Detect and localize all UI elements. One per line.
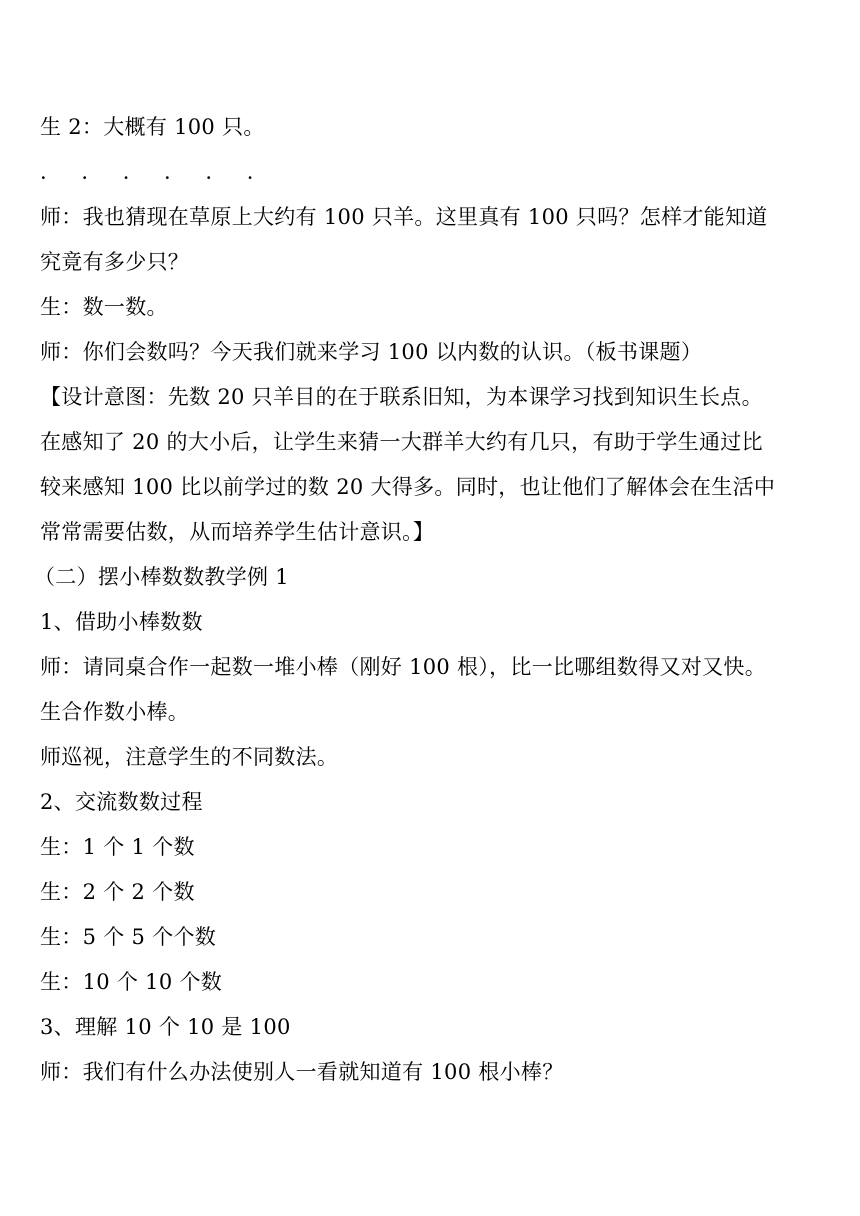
text-line-count-by-2: 生：2 个 2 个数 [40,880,195,904]
text-line-student-2-guess: 生 2：大概有 100 只。 [40,115,265,139]
text-line-design-intent-4: 常常需要估数，从而培养学生估计意识。】 [40,520,435,544]
text-line-design-intent-3: 较来感知 100 比以前学过的数 20 大得多。同时，也让他们了解体会在生活中 [40,475,776,499]
text-line-design-intent-2: 在感知了 20 的大小后，让学生来猜一大群羊大约有几只，有助于学生通过比 [40,430,763,454]
text-line-teacher-patrol: 师巡视，注意学生的不同数法。 [40,745,339,769]
text-line-count-by-1: 生：1 个 1 个数 [40,835,195,859]
ellipsis-dots: · · · · · · [40,166,268,190]
subheading-1: 1、借助小棒数数 [40,610,203,634]
text-line-teacher-question: 师：我们有什么办法使别人一看就知道有 100 根小棒？ [40,1060,564,1084]
text-line-teacher-task: 师：请同桌合作一起数一堆小棒（刚好 100 根），比一比哪组数得又对又快。 [40,655,767,679]
section-heading-2: （二）摆小棒数数教学例 1 [34,565,289,589]
text-line-teacher-intro: 师：你们会数吗？今天我们就来学习 100 以内数的认识。（板书课题） [40,340,703,364]
subheading-3: 3、理解 10 个 10 是 100 [40,1015,291,1039]
text-line-teacher-guess-cont: 究竟有多少只？ [40,250,190,274]
subheading-2: 2、交流数数过程 [40,790,203,814]
text-line-design-intent-1: 【设计意图：先数 20 只羊目的在于联系旧知，为本课学习找到知识生长点。 [40,385,763,409]
text-line-count-by-5: 生：5 个 5 个个数 [40,925,217,949]
text-line-student-count: 生：数一数。 [40,295,168,319]
text-line-teacher-guess: 师：我也猜现在草原上大约有 100 只羊。这里真有 100 只吗？怎样才能知道 [40,205,768,229]
text-line-students-cooperate: 生合作数小棒。 [40,700,190,724]
text-line-count-by-10: 生：10 个 10 个数 [40,970,223,994]
